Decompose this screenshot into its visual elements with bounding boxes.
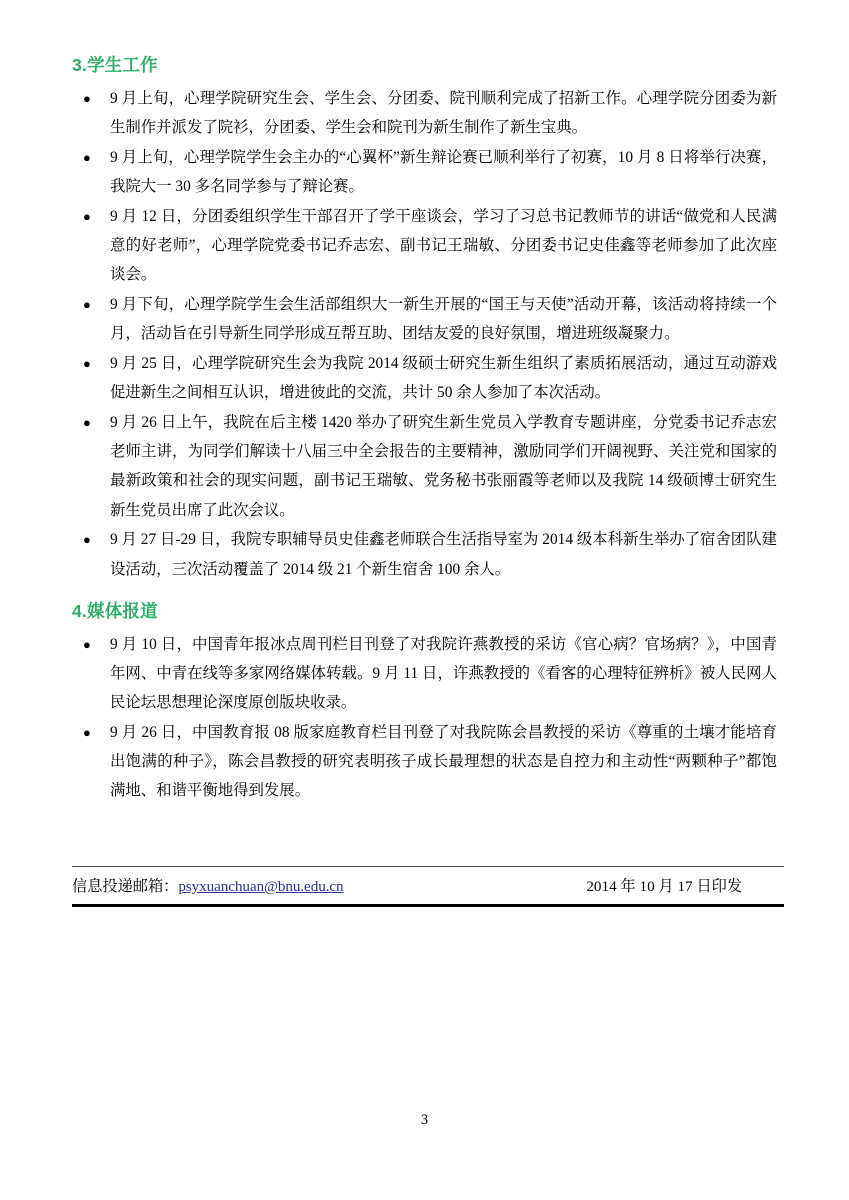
list-item-text: 9 月上旬，心理学院研究生会、学生会、分团委、院刊顺利完成了招新工作。心理学院分团委为新生制作并派发了院衫，分团委、学生会和院刊为新生制作了新生宝典。	[110, 90, 777, 137]
bullet-icon: ●	[83, 414, 91, 430]
bullet-icon: ●	[83, 636, 91, 652]
list-item-text: 9 月 10 日，中国青年报冰点周刊栏目刊登了对我院许燕教授的采访《官心病？官场病？》，中国青年网、中青在线等多家网络媒体转载。9 月 11 日，许燕教授的《看客的心理特征辨析》被人民网人民论坛思想理论深度原创版块收录。	[110, 635, 777, 712]
list-item	[72, 718, 777, 806]
footer-row	[72, 867, 784, 904]
bullet-icon: ●	[83, 356, 91, 372]
list-item-text: 9 月 26 日，中国教育报 08 版家庭教育栏目刊登了对我院陈会昌教授的采访《尊重的土壤才能培育出饱满的种子》，陈会昌教授的研究表明孩子成长最理想的状态是自控力和主动性“两颗种子”都饱满地、和谐平衡地得到发展。	[110, 724, 777, 800]
list-item	[72, 290, 777, 348]
list-item	[72, 202, 777, 290]
footer-email-link[interactable]: psyxuanchuan@bnu.edu.cn	[178, 878, 344, 895]
page-number: 3	[420, 1112, 429, 1128]
footer-email-label: 信息投递邮箱：	[72, 878, 179, 895]
bullet-list-media-coverage	[72, 630, 777, 806]
list-item	[72, 630, 777, 718]
page-content	[72, 52, 777, 806]
list-item-text: 9 月上旬，心理学院学生会主办的“心翼杯”新生辩论赛已顺利举行了初赛，10 月 8 日将举行决赛，我院大一 30 多名同学参与了辩论赛。	[110, 149, 777, 196]
list-item	[72, 408, 777, 525]
bullet-icon: ●	[83, 91, 91, 107]
list-item	[72, 143, 777, 201]
bullet-icon: ●	[83, 532, 91, 548]
list-item	[72, 84, 777, 142]
list-item	[72, 349, 777, 407]
list-item-text: 9 月 26 日上午，我院在后主楼 1420 举办了研究生新生党员入学教育专题讲座，分党委书记乔志宏老师主讲，为同学们解读十八届三中全会报告的主要精神，激励同学们开阔视野、关注党和国家的最新政策和社会的现实问题，副书记王瑞敏、党务秘书张丽霞等老师以及我院 14 级硕博士研究生新生党员出席了此次会议。	[110, 413, 777, 519]
footer-bottom-divider	[72, 904, 784, 907]
bullet-list-student-work	[72, 84, 777, 583]
section-heading-media-coverage: 4.媒体报道	[72, 600, 158, 621]
list-item	[72, 525, 777, 583]
bullet-icon: ●	[83, 209, 91, 225]
list-item-text: 9 月 27 日-29 日，我院专职辅导员史佳鑫老师联合生活指导室为 2014 级本科新生举办了宿舍团队建设活动，三次活动覆盖了 2014 级 21 个新生宿舍 100 余人。	[110, 531, 777, 578]
bullet-icon: ●	[83, 150, 91, 166]
list-item-text: 9 月 12 日，分团委组织学生干部召开了学干座谈会，学习了习总书记教师节的讲话“做党和人民满意的好老师”，心理学院党委书记乔志宏、副书记王瑞敏、分团委书记史佳鑫等老师参加了此次座谈会。	[110, 208, 777, 284]
list-item-text: 9 月下旬，心理学院学生会生活部组织大一新生开展的“国王与天使”活动开幕，该活动将持续一个月，活动旨在引导新生同学形成互帮互助、团结友爱的良好氛围，增进班级凝聚力。	[110, 296, 777, 343]
page-footer	[72, 866, 784, 907]
bullet-icon: ●	[83, 297, 91, 313]
bullet-icon: ●	[83, 725, 91, 741]
list-item-text: 9 月 25 日，心理学院研究生会为我院 2014 级硕士研究生新生组织了素质拓展活动，通过互动游戏促进新生之间相互认识，增进彼此的交流，共计 50 余人参加了本次活动。	[110, 355, 777, 402]
footer-publish-date: 2014 年 10 月 17 日印发	[586, 878, 742, 895]
section-heading-student-work: 3.学生工作	[72, 55, 158, 75]
